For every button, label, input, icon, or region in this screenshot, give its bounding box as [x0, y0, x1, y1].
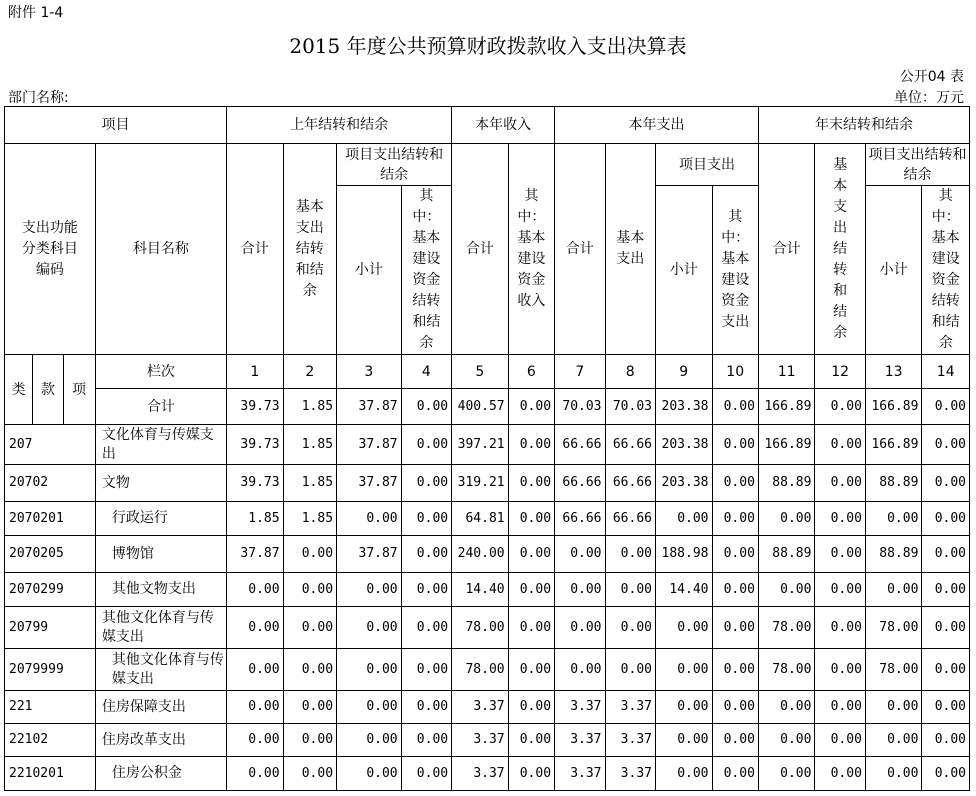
- cell-value: 0.00: [337, 724, 402, 757]
- header-end-proj-subtotal: 小计: [865, 186, 922, 355]
- cell-value: 0.00: [605, 607, 655, 649]
- budget-table: [4, 106, 970, 791]
- cell-value: 0.00: [815, 649, 865, 691]
- cell-value: 78.00: [758, 607, 815, 649]
- cell-value: 0.00: [401, 649, 451, 691]
- cell-value: 0.00: [655, 649, 712, 691]
- func-code: 207: [5, 425, 96, 465]
- cell-value: 3.37: [555, 691, 605, 724]
- header-row-index: 栏次: [95, 355, 226, 389]
- cell-value: 0.00: [655, 502, 712, 536]
- col-number: 13: [865, 355, 922, 389]
- cell-value: 37.87: [337, 465, 402, 502]
- cell-value: 0.00: [865, 502, 922, 536]
- cell-value: 0.00: [815, 425, 865, 465]
- header-expense: 本年支出: [555, 107, 759, 144]
- header-income: 本年收入: [452, 107, 555, 144]
- cell-value: 0.00: [712, 425, 758, 465]
- cell-value: 203.38: [655, 425, 712, 465]
- cell-value: 0.00: [283, 724, 336, 757]
- total-value: 37.87: [337, 389, 402, 425]
- cell-value: 203.38: [655, 465, 712, 502]
- header-carry-end: 年末结转和结余: [758, 107, 969, 144]
- cell-value: 66.66: [605, 425, 655, 465]
- cell-value: 0.00: [758, 757, 815, 791]
- cell-value: 0.00: [508, 465, 554, 502]
- cell-value: 0.00: [337, 649, 402, 691]
- header-lei: 类: [5, 355, 33, 425]
- col-number: 5: [452, 355, 509, 389]
- cell-value: 0.00: [865, 757, 922, 791]
- total-value: 166.89: [758, 389, 815, 425]
- cell-value: 0.00: [815, 502, 865, 536]
- cell-value: 0.00: [283, 691, 336, 724]
- table-row: [5, 536, 970, 573]
- cell-value: 0.00: [283, 607, 336, 649]
- cell-value: 0.00: [655, 691, 712, 724]
- subject-name: 行政运行: [95, 502, 226, 536]
- cell-value: 319.21: [452, 465, 509, 502]
- cell-value: 3.37: [452, 757, 509, 791]
- cell-value: 0.00: [712, 649, 758, 691]
- col-number: 7: [555, 355, 605, 389]
- total-value: 70.03: [555, 389, 605, 425]
- cell-value: 0.00: [865, 724, 922, 757]
- func-code: 2070201: [5, 502, 96, 536]
- col-number: 12: [815, 355, 865, 389]
- cell-value: 240.00: [452, 536, 509, 573]
- cell-value: 3.37: [555, 724, 605, 757]
- cell-value: 66.66: [605, 465, 655, 502]
- cell-value: 3.37: [555, 757, 605, 791]
- cell-value: 0.00: [508, 502, 554, 536]
- cell-value: 0.00: [227, 757, 284, 791]
- total-value: 0.00: [712, 389, 758, 425]
- col-number: 3: [337, 355, 402, 389]
- cell-value: 0.00: [758, 724, 815, 757]
- header-prev-total: 合计: [227, 144, 284, 355]
- subject-name: 住房改革支出: [95, 724, 226, 757]
- cell-value: 3.37: [605, 691, 655, 724]
- cell-value: 0.00: [815, 691, 865, 724]
- cell-value: 0.00: [401, 724, 451, 757]
- cell-value: 0.00: [508, 691, 554, 724]
- cell-value: 64.81: [452, 502, 509, 536]
- cell-value: 0.00: [815, 536, 865, 573]
- cell-value: 0.00: [508, 607, 554, 649]
- cell-value: 0.00: [758, 573, 815, 607]
- cell-value: 0.00: [712, 757, 758, 791]
- cell-value: 0.00: [555, 607, 605, 649]
- table-row: [5, 691, 970, 724]
- table-row: [5, 502, 970, 536]
- cell-value: 0.00: [508, 757, 554, 791]
- total-value: 0.00: [815, 389, 865, 425]
- cell-value: 0.00: [508, 649, 554, 691]
- cell-value: 0.00: [758, 502, 815, 536]
- header-carry-prev: 上年结转和结余: [227, 107, 452, 144]
- col-number: 2: [283, 355, 336, 389]
- cell-value: 0.00: [712, 536, 758, 573]
- cell-value: 3.37: [605, 757, 655, 791]
- header-prev-proj-subtotal: 小计: [337, 186, 402, 355]
- header-kuan: 款: [33, 355, 63, 425]
- cell-value: 0.00: [712, 691, 758, 724]
- cell-value: 0.00: [337, 757, 402, 791]
- cell-value: 88.89: [758, 465, 815, 502]
- cell-value: 0.00: [712, 724, 758, 757]
- cell-value: 78.00: [865, 607, 922, 649]
- cell-value: 0.00: [605, 536, 655, 573]
- cell-value: 166.89: [758, 425, 815, 465]
- cell-value: 78.00: [452, 649, 509, 691]
- subject-name: 住房保障支出: [95, 691, 226, 724]
- cell-value: 0.00: [401, 691, 451, 724]
- header-end-proj: 项目支出结转和结余: [865, 144, 969, 186]
- header-func-code: 支出功能分类科目编码: [5, 144, 96, 355]
- cell-value: 3.37: [452, 691, 509, 724]
- func-code: 2210201: [5, 757, 96, 791]
- cell-value: 0.00: [227, 649, 284, 691]
- total-value: 0.00: [922, 389, 970, 425]
- cell-value: 0.00: [815, 724, 865, 757]
- total-value: 39.73: [227, 389, 284, 425]
- cell-value: 0.00: [227, 607, 284, 649]
- cell-value: 78.00: [452, 607, 509, 649]
- cell-value: 0.00: [922, 607, 970, 649]
- func-code: 22102: [5, 724, 96, 757]
- cell-value: 0.00: [337, 573, 402, 607]
- cell-value: 66.66: [555, 465, 605, 502]
- cell-value: 0.00: [401, 573, 451, 607]
- cell-value: 0.00: [922, 425, 970, 465]
- header-prev-proj-infra: 其中：基本建设资金结转和结余: [401, 186, 451, 355]
- cell-value: 0.00: [815, 465, 865, 502]
- cell-value: 0.00: [922, 649, 970, 691]
- col-number: 14: [922, 355, 970, 389]
- cell-value: 14.40: [655, 573, 712, 607]
- col-number: 10: [712, 355, 758, 389]
- cell-value: 37.87: [337, 536, 402, 573]
- cell-value: 0.00: [922, 691, 970, 724]
- cell-value: 0.00: [605, 573, 655, 607]
- cell-value: 66.66: [605, 502, 655, 536]
- cell-value: 0.00: [655, 724, 712, 757]
- cell-value: 0.00: [401, 607, 451, 649]
- cell-value: 78.00: [865, 649, 922, 691]
- col-number: 6: [508, 355, 554, 389]
- cell-value: 1.85: [283, 465, 336, 502]
- cell-value: 88.89: [865, 536, 922, 573]
- cell-value: 0.00: [283, 649, 336, 691]
- cell-value: 37.87: [337, 425, 402, 465]
- form-code: 公开04 表: [899, 69, 964, 85]
- func-code: 2079999: [5, 649, 96, 691]
- func-code: 221: [5, 691, 96, 724]
- subject-name: 文化体育与传媒支出: [95, 425, 226, 465]
- header-end-total: 合计: [758, 144, 815, 355]
- table-row: [5, 757, 970, 791]
- header-end-basic: 基本支出结转和结余: [815, 144, 865, 355]
- col-number: 4: [401, 355, 451, 389]
- cell-value: 14.40: [452, 573, 509, 607]
- cell-value: 0.00: [227, 691, 284, 724]
- cell-value: 166.89: [865, 425, 922, 465]
- cell-value: 88.89: [865, 465, 922, 502]
- page-title: 2015 年度公共预算财政拨款收入支出决算表: [289, 34, 687, 58]
- header-exp-proj-subtotal: 小计: [655, 186, 712, 355]
- header-subject-name: 科目名称: [95, 144, 226, 355]
- cell-value: 0.00: [922, 757, 970, 791]
- header-exp-total: 合计: [555, 144, 605, 355]
- cell-value: 188.98: [655, 536, 712, 573]
- cell-value: 0.00: [922, 573, 970, 607]
- header-prev-basic: 基本支出结转和结余: [283, 144, 336, 355]
- cell-value: 39.73: [227, 425, 284, 465]
- cell-value: 0.00: [337, 502, 402, 536]
- header-prev-proj: 项目支出结转和结余: [337, 144, 452, 186]
- total-value: 1.85: [283, 389, 336, 425]
- cell-value: 0.00: [922, 502, 970, 536]
- total-label: 合计: [95, 389, 226, 425]
- func-code: 20799: [5, 607, 96, 649]
- header-xiang: 项: [63, 355, 95, 425]
- cell-value: 0.00: [555, 573, 605, 607]
- cell-value: 0.00: [508, 724, 554, 757]
- header-exp-proj-infra: 其中：基本建设资金支出: [712, 186, 758, 355]
- cell-value: 0.00: [922, 724, 970, 757]
- unit-label: 单位：万元: [894, 90, 964, 106]
- cell-value: 3.37: [605, 724, 655, 757]
- cell-value: 0.00: [865, 691, 922, 724]
- dept-label: 部门名称:: [8, 90, 69, 106]
- subject-name: 住房公积金: [95, 757, 226, 791]
- cell-value: 37.87: [227, 536, 284, 573]
- subject-name: 其他文化体育与传媒支出: [95, 649, 226, 691]
- header-end-proj-infra: 其中：基本建设资金结转和结余: [922, 186, 970, 355]
- cell-value: 0.00: [758, 691, 815, 724]
- subject-name: 博物馆: [95, 536, 226, 573]
- cell-value: 0.00: [337, 691, 402, 724]
- total-value: 70.03: [605, 389, 655, 425]
- cell-value: 39.73: [227, 465, 284, 502]
- table-row: [5, 425, 970, 465]
- cell-value: 0.00: [508, 425, 554, 465]
- cell-value: 0.00: [401, 757, 451, 791]
- cell-value: 0.00: [227, 724, 284, 757]
- cell-value: 0.00: [283, 757, 336, 791]
- cell-value: 0.00: [508, 536, 554, 573]
- cell-value: 397.21: [452, 425, 509, 465]
- cell-value: 0.00: [401, 536, 451, 573]
- cell-value: 0.00: [922, 465, 970, 502]
- cell-value: 0.00: [712, 607, 758, 649]
- header-exp-basic: 基本支出: [605, 144, 655, 355]
- cell-value: 1.85: [283, 425, 336, 465]
- total-value: 166.89: [865, 389, 922, 425]
- cell-value: 0.00: [508, 573, 554, 607]
- cell-value: 1.85: [283, 502, 336, 536]
- cell-value: 0.00: [712, 502, 758, 536]
- cell-value: 0.00: [712, 573, 758, 607]
- cell-value: 0.00: [865, 573, 922, 607]
- cell-value: 0.00: [605, 649, 655, 691]
- cell-value: 0.00: [555, 536, 605, 573]
- cell-value: 0.00: [555, 649, 605, 691]
- cell-value: 0.00: [401, 465, 451, 502]
- cell-value: 0.00: [815, 573, 865, 607]
- total-value: 400.57: [452, 389, 509, 425]
- table-row: [5, 465, 970, 502]
- cell-value: 0.00: [283, 536, 336, 573]
- attachment-label: 附件 1-4: [8, 5, 64, 21]
- table-row: [5, 573, 970, 607]
- subject-name: 文物: [95, 465, 226, 502]
- header-income-infra: 其中：基本建设资金收入: [508, 144, 554, 355]
- header-exp-proj: 项目支出: [655, 144, 758, 186]
- col-number: 9: [655, 355, 712, 389]
- func-code: 2070299: [5, 573, 96, 607]
- total-value: 0.00: [508, 389, 554, 425]
- cell-value: 0.00: [712, 465, 758, 502]
- cell-value: 1.85: [227, 502, 284, 536]
- cell-value: 0.00: [337, 607, 402, 649]
- table-row: [5, 607, 970, 649]
- header-item: 项目: [5, 107, 227, 144]
- cell-value: 66.66: [555, 425, 605, 465]
- cell-value: 0.00: [815, 757, 865, 791]
- subject-name: 其他文化体育与传媒支出: [95, 607, 226, 649]
- col-number: 8: [605, 355, 655, 389]
- cell-value: 0.00: [283, 573, 336, 607]
- cell-value: 3.37: [452, 724, 509, 757]
- table-row: [5, 649, 970, 691]
- table-row: [5, 724, 970, 757]
- cell-value: 0.00: [401, 425, 451, 465]
- func-code: 20702: [5, 465, 96, 502]
- cell-value: 78.00: [758, 649, 815, 691]
- col-number: 1: [227, 355, 284, 389]
- cell-value: 0.00: [401, 502, 451, 536]
- cell-value: 0.00: [227, 573, 284, 607]
- subject-name: 其他文物支出: [95, 573, 226, 607]
- total-value: 0.00: [401, 389, 451, 425]
- total-value: 203.38: [655, 389, 712, 425]
- func-code: 2070205: [5, 536, 96, 573]
- cell-value: 0.00: [655, 757, 712, 791]
- header-income-total: 合计: [452, 144, 509, 355]
- col-number: 11: [758, 355, 815, 389]
- cell-value: 0.00: [815, 607, 865, 649]
- cell-value: 66.66: [555, 502, 605, 536]
- cell-value: 0.00: [922, 536, 970, 573]
- cell-value: 88.89: [758, 536, 815, 573]
- cell-value: 0.00: [655, 607, 712, 649]
